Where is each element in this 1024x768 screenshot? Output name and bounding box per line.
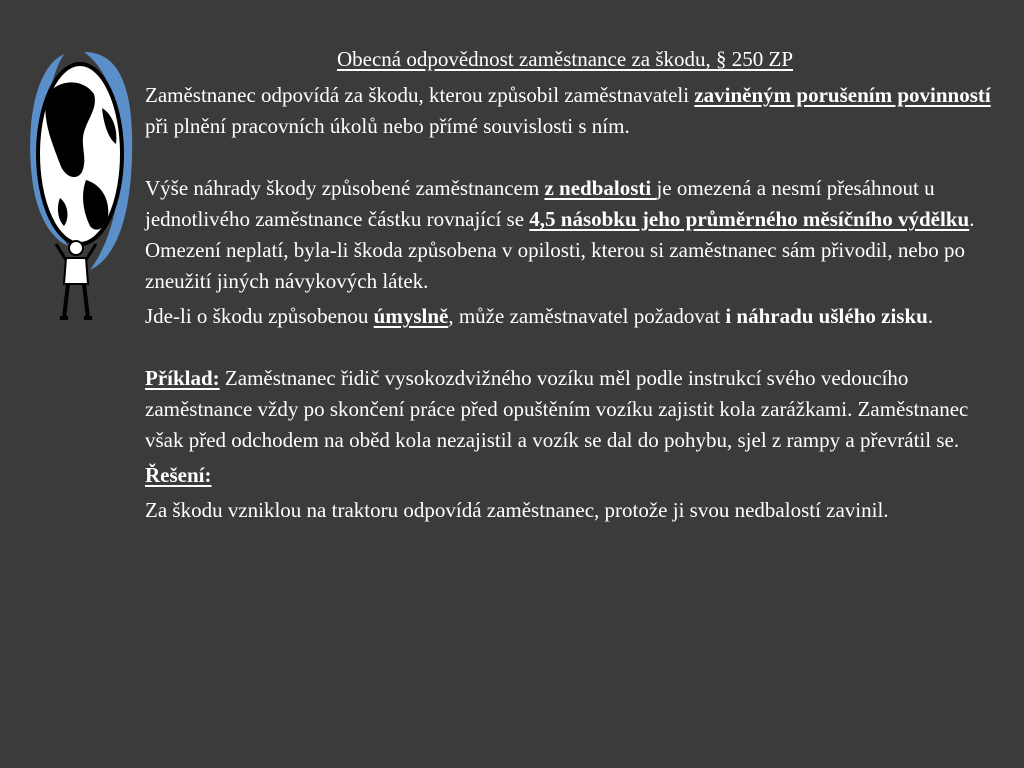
emphasis: úmyslně	[373, 304, 449, 328]
text: .	[927, 304, 934, 328]
slide-content	[145, 80, 995, 526]
emphasis: z nedbalosti	[544, 176, 657, 200]
emphasis: zaviněným porušením povinností	[694, 83, 991, 107]
text: Zaměstnanec odpovídá za škodu, kterou způsobil zaměstnavateli	[145, 83, 695, 107]
text: , může zaměstnavatel požadovat	[448, 304, 726, 328]
paragraph-solution-label	[145, 460, 995, 491]
slide-title: Obecná odpovědnost zaměstnance za škodu, § 250 ZP	[336, 47, 794, 71]
text: Jde-li o škodu způsobenou	[145, 304, 374, 328]
paragraph-example	[145, 363, 995, 456]
text: Zaměstnanec řidič vysokozdvižného vozíku měl podle instrukcí svého vedoucího zaměstnance vždy po skončení práce před opuštěním vozíku zajistit kola zarážkami. Zaměstnanec však před odchodem na oběd kola nezajistil a vozík se dal do pohybu, sjel z rampy a převrátil se.	[145, 366, 969, 452]
paragraph-intent	[145, 301, 995, 332]
emphasis: 4,5 násobku jeho průměrného měsíčního výdělku	[529, 207, 970, 231]
solution-label: Řešení:	[145, 463, 212, 487]
text: Za škodu vzniklou na traktoru odpovídá zaměstnanec, protože ji svou nedbalostí zavinil.	[145, 498, 889, 522]
globe-carrier-icon	[24, 48, 136, 324]
spacer	[145, 332, 995, 363]
paragraph-liability	[145, 80, 995, 142]
spacer	[145, 142, 995, 173]
text: Výše náhrady škody způsobené zaměstnancem	[145, 176, 545, 200]
paragraph-damage-amount	[145, 173, 995, 297]
text: . Omezení neplatí, byla-li škoda způsobena v opilosti, kterou si zaměstnanec sám přivodil, nebo po zneužití jiných návykových látek.	[145, 207, 975, 293]
paragraph-solution	[145, 495, 995, 526]
text: při plnění pracovních úkolů nebo přímé souvislosti s ním.	[145, 114, 630, 138]
emphasis: i náhradu ušlého zisku	[725, 304, 928, 328]
example-label: Příklad:	[145, 366, 220, 390]
text: je omezená a nesmí přesáhnout u jednotlivého zaměstnance částku rovnající se	[145, 176, 935, 231]
